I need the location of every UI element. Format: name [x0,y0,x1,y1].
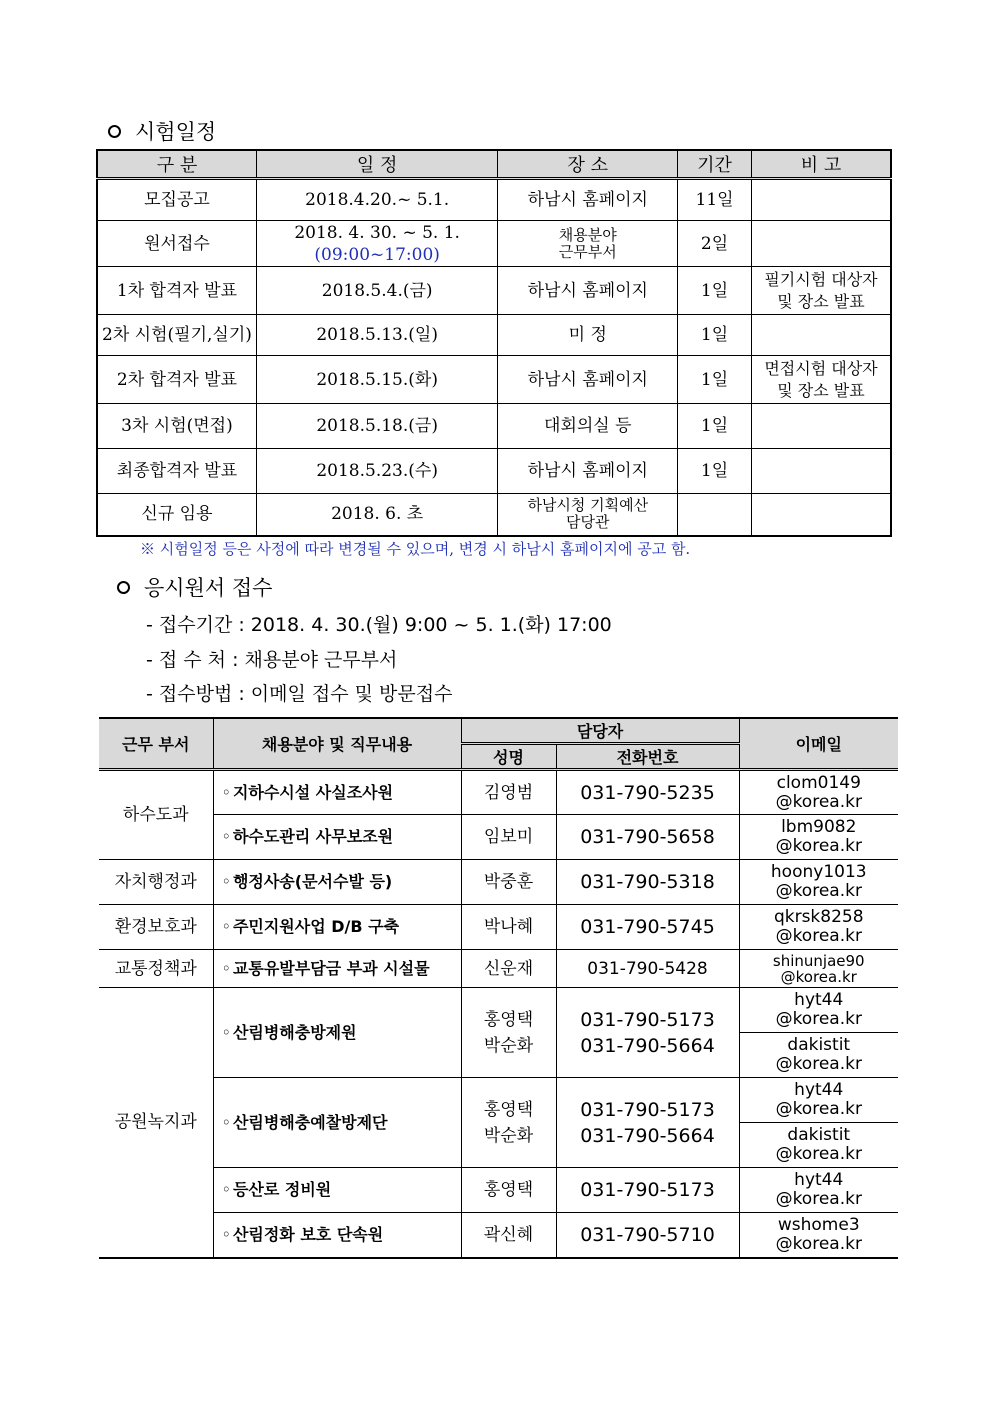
schedule-section-title [108,116,216,146]
email-user: dakistit [787,1035,851,1055]
role-text: 주민지원사업 D/B 구축 [232,917,400,936]
circle-bullet-icon [108,125,121,138]
name-text: 박순화 [483,1035,534,1056]
row-place: 미 정 [498,315,678,356]
bullet-dot: ◦ [221,958,231,978]
email-domain: @korea.kr [775,1144,862,1164]
role-text: 하수도관리 사무보조원 [232,827,394,846]
name-cell: 박나혜 [461,905,556,950]
row-category: 2차 시험(필기,실기) [97,315,256,356]
application-location: - 접 수 처 : 채용분야 근무부서 [146,649,398,671]
bullet-dot: ◦ [221,1022,231,1042]
header-date: 일 정 [256,150,498,179]
table-row [99,860,898,905]
row-note [751,315,891,356]
header-category: 구 분 [97,150,256,179]
table-row [99,770,898,815]
bullet-dot: ◦ [221,782,231,802]
email-cell [739,988,898,1033]
table-row [97,267,891,315]
row-date [256,221,498,267]
phone-cell [556,988,739,1078]
email-cell [739,1168,898,1213]
header-phone: 전화번호 [556,744,739,770]
contacts-table [99,717,898,1259]
row-date: 2018. 6. 초 [256,494,498,536]
row-duration: 11일 [678,179,752,221]
row-date: 2018.5.18.(금) [256,404,498,449]
bullet-dot: ◦ [221,827,231,846]
bullet-dot: ◦ [221,1112,231,1132]
email-user: wshome3 [777,1214,860,1235]
row-category: 2차 합격자 발표 [97,356,256,404]
phone-text: 031-790-5173 [580,1008,715,1031]
role-cell [213,905,461,950]
row-category: 모집공고 [97,179,256,221]
row-category: 원서접수 [97,221,256,267]
name-cell: 박중훈 [461,860,556,905]
role-text: 산림병해충예찰방제단 [232,1112,388,1132]
table-row [99,988,898,1033]
role-text: 산림병해충방제원 [232,1022,357,1042]
row-note [751,449,891,494]
name-cell: 김영범 [461,770,556,815]
application-title-text: 응시원서 접수 [144,576,273,600]
schedule-notice: ※ 시험일정 등은 사정에 따라 변경될 수 있으며, 변경 시 하남시 홈페이지에 공고 함. [140,540,691,558]
role-cell [213,950,461,988]
table-row [97,494,891,536]
email-cell [739,860,898,905]
phone-cell: 031-790-5428 [556,950,739,988]
row-duration: 1일 [678,404,752,449]
circle-bullet-icon [117,581,130,594]
table-row [99,1213,898,1258]
email-cell [739,815,898,860]
row-note [751,179,891,221]
email-domain: @korea.kr [775,881,862,901]
row-duration [678,494,752,536]
email-user: clom0149 [776,772,861,793]
email-domain: @korea.kr [775,1233,862,1254]
header-name: 성명 [461,744,556,770]
email-user: hyt44 [794,1170,844,1190]
email-domain: @korea.kr [775,1189,862,1209]
email-cell [739,1213,898,1258]
row-duration: 1일 [678,267,752,315]
table-row [97,221,891,267]
email-user: hyt44 [794,1080,844,1100]
row-note [751,221,891,267]
row-duration: 1일 [678,449,752,494]
role-cell [213,1078,461,1168]
dept-cell: 하수도과 [99,770,213,860]
table-row [99,815,898,860]
phone-cell: 031-790-5710 [556,1213,739,1258]
table-row [97,356,891,404]
email-cell [739,905,898,950]
application-period: - 접수기간 : 2018. 4. 30.(월) 9:00 ~ 5. 1.(화) 17:00 [146,614,612,636]
phone-text: 031-790-5664 [580,1034,715,1057]
dept-cell: 공원녹지과 [99,988,213,1258]
row-place: 대회의실 등 [498,404,678,449]
table-row [97,404,891,449]
table-row [99,1168,898,1213]
row-date: 2018.5.13.(일) [256,315,498,356]
table-row [97,449,891,494]
row-duration: 2일 [678,221,752,267]
row-note: 필기시험 대상자 및 장소 발표 [751,267,891,315]
row-date: 2018.5.15.(화) [256,356,498,404]
header-place: 장 소 [498,150,678,179]
row-date-main: 2018. 4. 30. ~ 5. 1. [294,222,460,243]
role-cell [213,1213,461,1258]
email-domain: @korea.kr [775,791,862,812]
row-place: 하남시청 기획예산담당관 [498,494,678,536]
table-row [97,179,891,221]
table-row [99,950,898,988]
email-user: lbm9082 [781,817,857,837]
name-text: 박순화 [483,1125,534,1146]
name-cell: 곽신혜 [461,1213,556,1258]
bullet-dot: ◦ [221,1224,231,1244]
phone-cell: 031-790-5235 [556,770,739,815]
role-cell [213,770,461,815]
email-cell [739,1123,898,1168]
email-domain: @korea.kr [775,1054,862,1074]
email-user: hoony1013 [770,862,867,882]
email-cell [739,770,898,815]
table-row [97,315,891,356]
phone-cell: 031-790-5745 [556,905,739,950]
email-user: qkrsk8258 [773,907,864,927]
table-row [99,1078,898,1123]
header-email: 이메일 [739,718,898,770]
row-place: 채용분야 근무부서 [498,221,678,267]
header-note: 비 고 [751,150,891,179]
application-section-title [117,572,272,602]
phone-text: 031-790-5173 [580,1098,715,1121]
row-place: 하남시 홈페이지 [498,179,678,221]
schedule-title-text: 시험일정 [135,120,217,144]
bullet-dot: ◦ [221,917,231,936]
name-text: 홍영택 [483,1099,534,1120]
application-method: - 접수방법 : 이메일 접수 및 방문접수 [146,683,453,705]
row-place: 하남시 홈페이지 [498,449,678,494]
role-text: 지하수시설 사실조사원 [232,782,394,802]
role-cell [213,860,461,905]
row-place: 하남시 홈페이지 [498,267,678,315]
row-date: 2018.5.23.(수) [256,449,498,494]
name-cell: 신운재 [461,950,556,988]
row-place: 하남시 홈페이지 [498,356,678,404]
row-category: 1차 합격자 발표 [97,267,256,315]
row-date-hours: (09:00~17:00) [314,244,440,265]
phone-cell: 031-790-5318 [556,860,739,905]
row-date: 2018.4.20.~ 5.1. [256,179,498,221]
table-row [99,905,898,950]
name-cell: 홍영택 [461,1168,556,1213]
role-text: 산림정화 보호 단속원 [232,1224,384,1244]
email-cell [739,950,898,988]
phone-cell [556,1078,739,1168]
row-note [751,494,891,536]
role-text: 행정사송(문서수발 등) [232,872,393,891]
phone-cell: 031-790-5173 [556,1168,739,1213]
dept-cell: 자치행정과 [99,860,213,905]
email-user: shinunjae90 [772,951,865,970]
email-cell [739,1078,898,1123]
header-role: 채용분야 및 직무내용 [213,718,461,770]
email-user: dakistit [787,1125,851,1145]
email-cell [739,1033,898,1078]
email-domain: @korea.kr [775,1099,862,1119]
role-cell [213,988,461,1078]
bullet-dot: ◦ [221,872,231,891]
name-cell [461,988,556,1078]
bullet-dot: ◦ [221,1180,231,1199]
email-domain: @korea.kr [775,1009,862,1029]
row-note [751,404,891,449]
row-duration: 1일 [678,315,752,356]
header-dept: 근무 부서 [99,718,213,770]
row-category: 신규 임용 [97,494,256,536]
row-category: 최종합격자 발표 [97,449,256,494]
name-cell [461,1078,556,1168]
name-cell: 임보미 [461,815,556,860]
header-manager: 담당자 [461,718,739,744]
row-duration: 1일 [678,356,752,404]
role-cell [213,1168,461,1213]
dept-cell: 교통정책과 [99,950,213,988]
role-cell [213,815,461,860]
role-text: 등산로 정비원 [232,1180,332,1199]
phone-cell: 031-790-5658 [556,815,739,860]
email-domain: @korea.kr [775,926,862,946]
email-domain: @korea.kr [780,967,857,986]
row-note: 면접시험 대상자 및 장소 발표 [751,356,891,404]
row-category: 3차 시험(면접) [97,404,256,449]
exam-schedule-table [96,149,892,537]
email-user: hyt44 [794,990,844,1010]
row-date: 2018.5.4.(금) [256,267,498,315]
name-text: 홍영택 [483,1009,534,1030]
header-duration: 기간 [678,150,752,179]
role-text: 교통유발부담금 부과 시설물 [232,958,430,978]
email-domain: @korea.kr [775,836,862,856]
dept-cell: 환경보호과 [99,905,213,950]
phone-text: 031-790-5664 [580,1124,715,1147]
